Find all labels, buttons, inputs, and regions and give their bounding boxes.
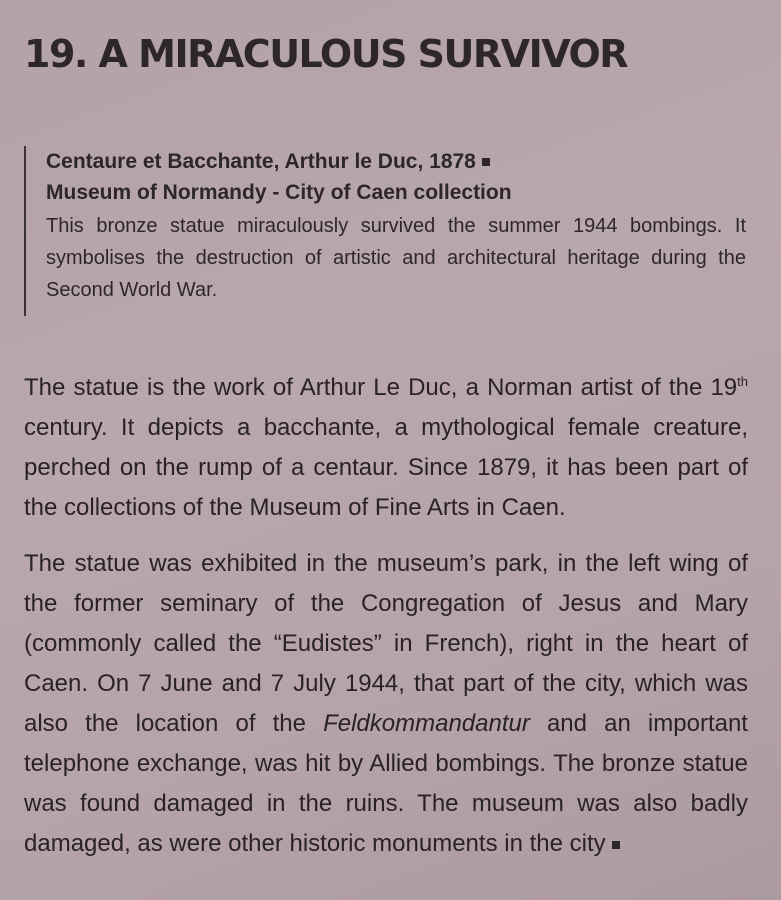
- caption-collection: Museum of Normandy - City of Caen collection: [46, 181, 512, 204]
- caption-artwork: Centaure et Bacchante, Arthur le Duc, 1878: [46, 150, 476, 173]
- panel-title: 19. A MIRACULOUS SURVIVOR: [24, 32, 628, 76]
- p1-text-a: The statue is the work of Arthur Le Duc, a Norman artist of the 19: [24, 374, 738, 401]
- end-square-icon: [612, 841, 620, 849]
- p2-italic-term: Feldkommandantur: [323, 710, 530, 737]
- caption-artwork-line: [46, 146, 754, 177]
- p2-text-a: The statue was exhibited in the museum’s park, in the left wing of the former seminary of the Congregation of Jesus and Mary (commonly called the “Eudistes” in French), right in the heart of Caen. On 7 June and 7 July 1944, that part of the city, which was also the location of the: [24, 550, 748, 737]
- p1-superscript: th: [737, 374, 748, 389]
- artwork-caption: [24, 146, 754, 316]
- caption-description: This bronze statue miraculously survived the summer 1944 bombings. It symbolises the destruction of artistic and architectural heritage during the Second World War.: [46, 215, 746, 301]
- end-square-icon: [482, 158, 490, 166]
- p2-text-b: and an important telephone exchange, was hit by Allied bombings. The bronze statue was found damaged in the ruins. The museum was also badly damaged, as were other historic monuments in the city: [24, 710, 748, 857]
- body-paragraph-1: [24, 368, 748, 528]
- body-paragraph-2: [24, 544, 748, 864]
- p1-text-b: century. It depicts a bacchante, a mythological female creature, perched on the rump of a centaur. Since 1879, it has been part of the collections of the Museum of Fine Arts in Caen.: [24, 414, 748, 521]
